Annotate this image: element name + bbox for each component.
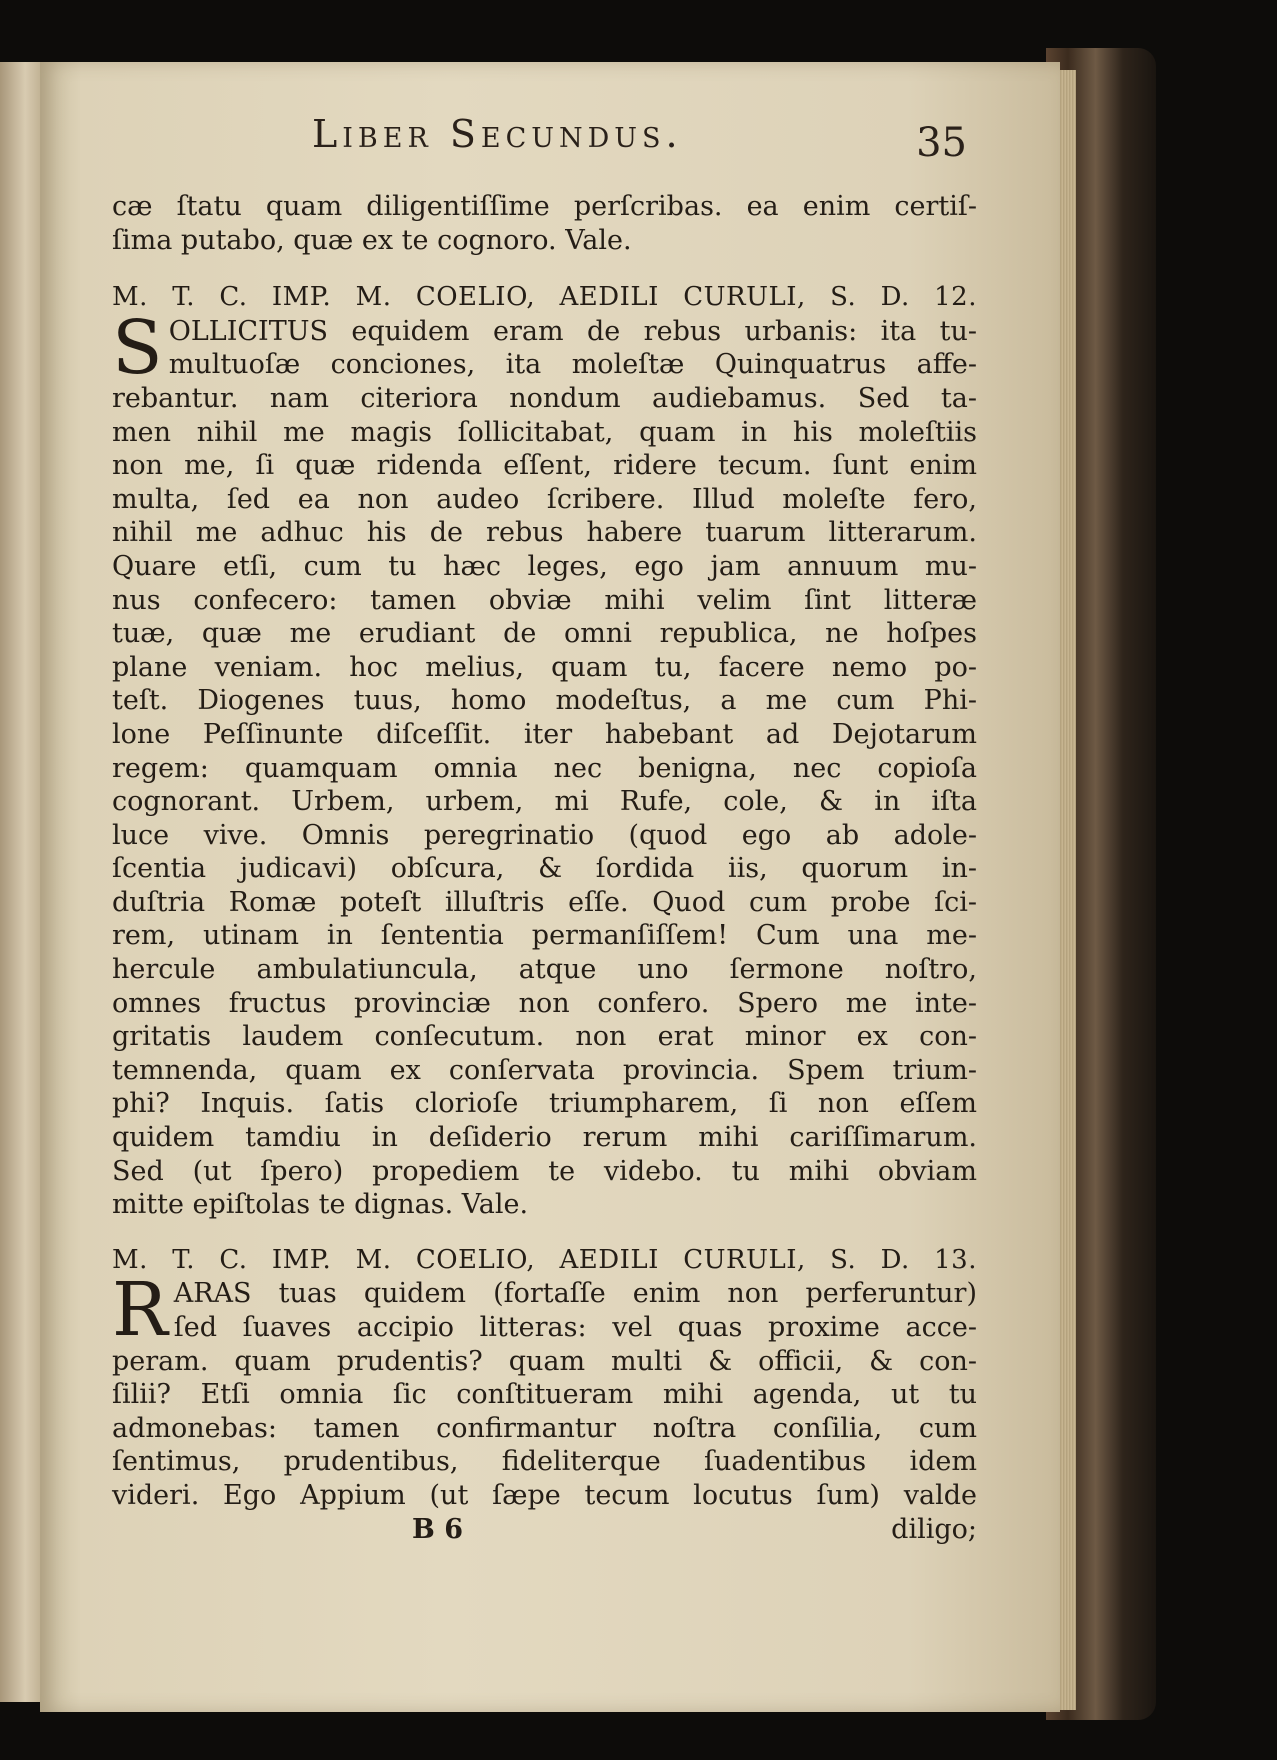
- letter-heading: M. T. C. IMP. M. COELIO, AEDILI CURULI, S. D. 12.: [112, 282, 977, 313]
- text-line: Quare etſi, cum tu hæc leges, ego jam annuum mu-: [112, 550, 977, 582]
- page-number: 35: [916, 120, 967, 166]
- book-page: [40, 62, 1060, 1712]
- text-line: ſcentia judicavi) obſcura, & ſordida iis, quorum in-: [112, 853, 977, 885]
- text-line: tuæ, quæ me erudiant de omni republica, ne hoſpes: [112, 618, 977, 650]
- text-line: ſed ſuaves accipio litteras: vel quas proxime acce-: [173, 1312, 977, 1343]
- text-line: ſentimus, prudentibus, fideliterque ſuadentibus idem: [112, 1446, 977, 1478]
- text-line: regem: quamquam omnia nec benigna, nec copioſa: [112, 752, 977, 784]
- text-line: rebantur. nam citeriora nondum audiebamus. Sed ta-: [112, 382, 977, 414]
- text-line: plane veniam. hoc melius, quam tu, facere nemo po-: [112, 651, 977, 683]
- text-line: rem, utinam in ſententia permanſiſſem! Cum una me-: [112, 920, 977, 952]
- text-line: videri. Ego Appium (ut ſæpe tecum locutus ſum) valde: [112, 1479, 977, 1511]
- text-line: men nihil me magis ſollicitabat, quam in his moleſtiis: [112, 416, 977, 448]
- signature-mark: B 6: [412, 1513, 464, 1545]
- previous-page-edge: [0, 62, 42, 1702]
- text-line: ARAS tuas quidem (fortaſſe enim non perferuntur): [173, 1278, 977, 1310]
- text-line: quidem tamdiu in deſiderio rerum mihi cariſſimarum.: [112, 1122, 977, 1154]
- letter-body: [112, 1267, 977, 1354]
- drop-cap: R: [112, 1267, 168, 1354]
- page-header: [112, 112, 977, 172]
- text-line: hercule ambulatiuncula, atque uno ſermone noſtro,: [112, 954, 977, 986]
- text-line: mitte epiſtolas te dignas. Vale.: [112, 1189, 529, 1221]
- drop-cap: S: [112, 304, 163, 391]
- text-line: teſt. Diogenes tuus, homo modeſtus, a me cum Phi-: [112, 685, 977, 717]
- text-line: multa, ſed ea non audeo ſcribere. Illud moleſte fero,: [112, 483, 977, 515]
- text-line: cæ ſtatu quam diligentiſſime perſcribas. ea enim certiſ-: [112, 191, 977, 222]
- text-line: OLLICITUS equidem eram de rebus urbanis: ita tu-: [168, 315, 977, 347]
- letter-heading: M. T. C. IMP. M. COELIO, AEDILI CURULI, S. D. 13.: [112, 1244, 977, 1275]
- text-line: nihil me adhuc his de rebus habere tuarum litterarum.: [112, 517, 977, 549]
- text-line: lone Peſſinunte diſceſſit. iter habebant ad Dejotarum: [112, 718, 977, 750]
- text-line: non me, ſi quæ ridenda eſſent, ridere tecum. ſunt enim: [112, 450, 977, 482]
- text-line: peram. quam prudentis? quam multi & officii, & con-: [112, 1345, 977, 1377]
- text-line: temnenda, quam ex conſervata provincia. Spem trium-: [112, 1054, 977, 1086]
- text-line: gritatis laudem conſecutum. non erat minor ex con-: [112, 1021, 977, 1053]
- text-line: cognorant. Urbem, urbem, mi Rufe, cole, & in iſta: [112, 786, 977, 818]
- text-line: ſilii? Etſi omnia ſic conſtitueram mihi agenda, ut tu: [112, 1379, 977, 1411]
- page-body: [112, 190, 977, 1547]
- catchword: diligo;: [891, 1513, 977, 1545]
- text-line: Sed (ut ſpero) propediem te videbo. tu mihi obviam: [112, 1155, 977, 1187]
- text-line: ſima putabo, quæ ex te cognoro. Vale.: [112, 224, 632, 256]
- text-line: phi? Inquis. ſatis clorioſe triumpharem, ſi non eſſem: [112, 1088, 977, 1120]
- page-footer: [112, 1513, 977, 1547]
- letter-body: [112, 304, 977, 391]
- text-line: nus confecero: tamen obviæ mihi velim ſint litteræ: [112, 584, 977, 616]
- text-line: duſtria Romæ poteſt illuſtris eſſe. Quod cum probe ſci-: [112, 886, 977, 918]
- text-line: omnes fructus provinciæ non confero. Spero me inte-: [112, 987, 977, 1019]
- text-line: luce vive. Omnis peregrinatio (quod ego ab adole-: [112, 819, 977, 851]
- text-line: admonebas: tamen confirmantur noſtra conſilia, cum: [112, 1412, 977, 1444]
- running-title: Liber Secundus.: [312, 112, 683, 156]
- text-line: multuoſæ conciones, ita moleſtæ Quinquatrus affe-: [168, 349, 977, 381]
